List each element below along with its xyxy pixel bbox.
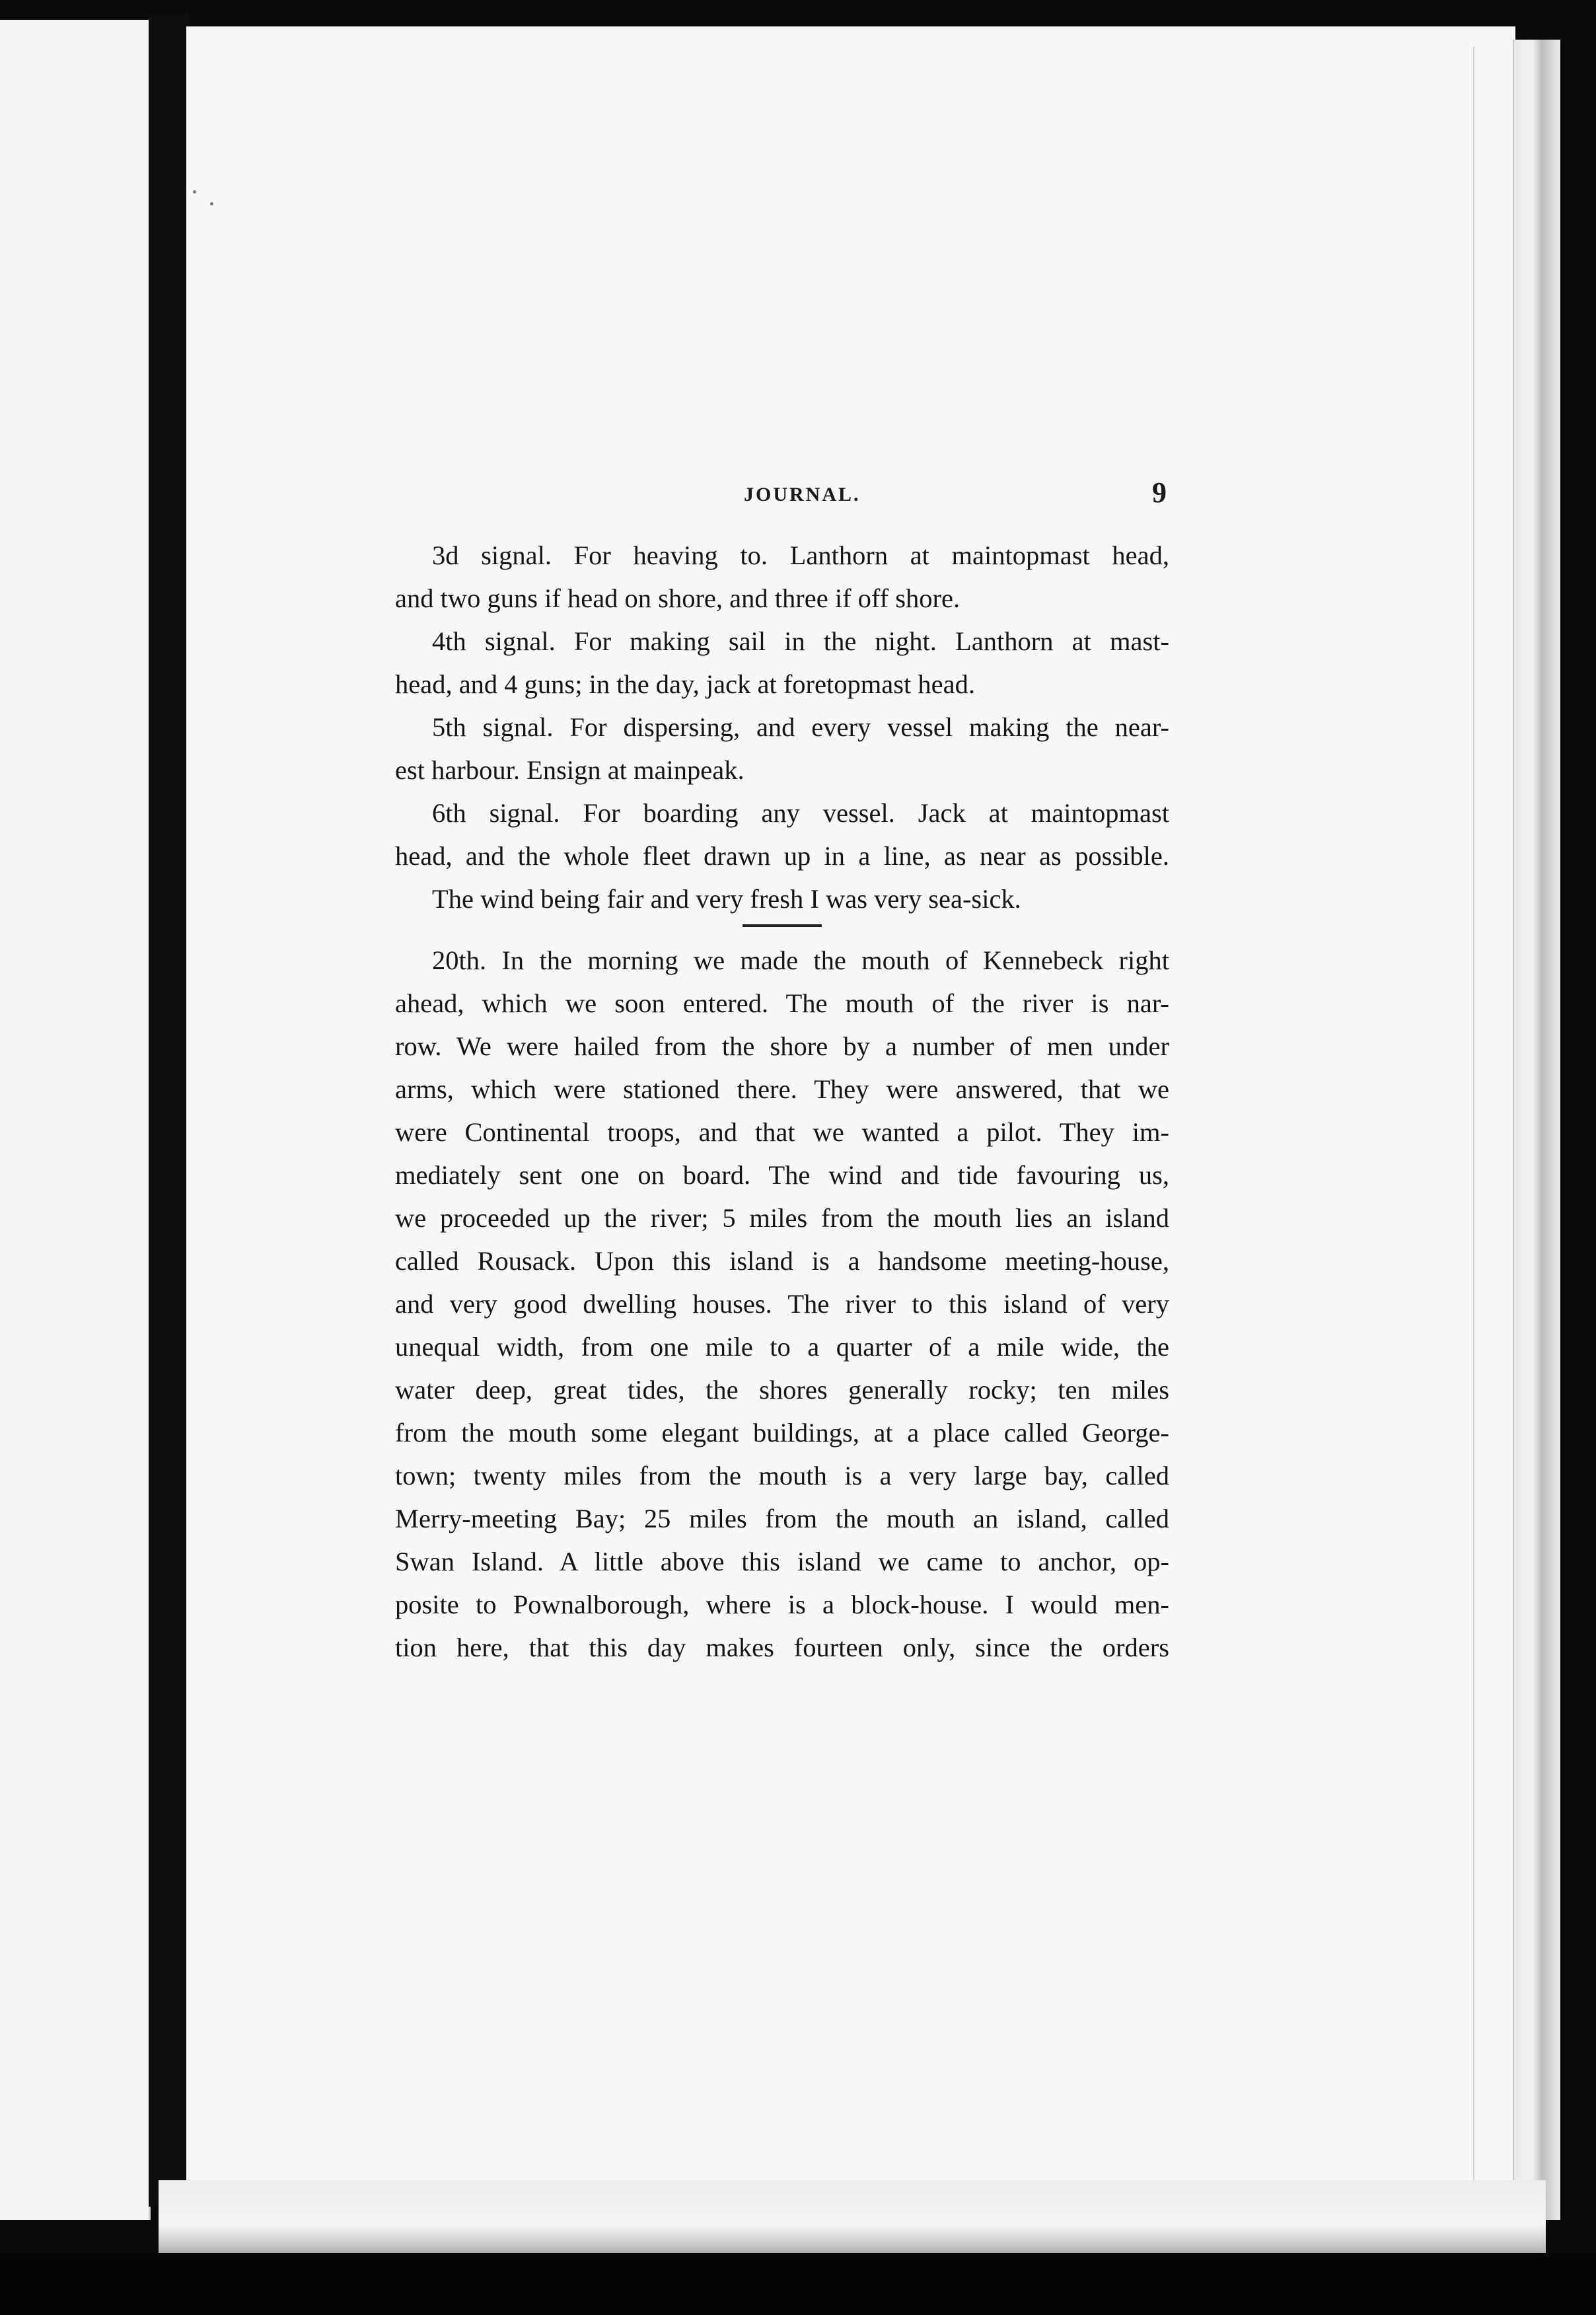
page-number: 9 xyxy=(1152,476,1167,509)
text-line: tion here, that this day makes fourteen only, since the orders xyxy=(395,1633,1169,1662)
text-line: and very good dwelling houses. The river to this island of very xyxy=(395,1289,1169,1319)
scan-speck xyxy=(210,202,213,205)
text-line: water deep, great tides, the shores generally rocky; ten miles xyxy=(395,1375,1169,1405)
text-line: arms, which were stationed there. They were answered, that we xyxy=(395,1074,1169,1104)
text-line: head, and the whole fleet drawn up in a line, as near as possible. xyxy=(395,841,1169,871)
text-line: The wind being fair and very fresh I was very sea-sick. xyxy=(432,884,1021,914)
text-line: Merry-meeting Bay; 25 miles from the mouth an island, called xyxy=(395,1504,1169,1533)
text-line: head, and 4 guns; in the day, jack at foretopmast head. xyxy=(395,669,975,699)
text-line: mediately sent one on board. The wind and tide favouring us, xyxy=(395,1160,1169,1190)
text-line: Swan Island. A little above this island we came to anchor, op- xyxy=(395,1547,1169,1576)
text-line: from the mouth some elegant buildings, at a place called George- xyxy=(395,1418,1169,1448)
text-line: town; twenty miles from the mouth is a very large bay, called xyxy=(395,1461,1169,1490)
page-edge-line xyxy=(1473,46,1521,2200)
text-line: 4th signal. For making sail in the night. Lanthorn at mast- xyxy=(432,626,1169,656)
text-line: 3d signal. For heaving to. Lanthorn at maintopmast head, xyxy=(432,540,1169,570)
text-line: 20th. In the morning we made the mouth of Kennebeck right xyxy=(432,945,1169,975)
text-line: and two guns if head on shore, and three if off shore. xyxy=(395,583,961,613)
text-line: were Continental troops, and that we wanted a pilot. They im- xyxy=(395,1117,1169,1147)
text-line: 6th signal. For boarding any vessel. Jack at maintopmast xyxy=(432,798,1169,828)
book-binding-shadow xyxy=(149,13,188,2207)
text-line: row. We were hailed from the shore by a number of men under xyxy=(395,1031,1169,1061)
text-line: est harbour. Ensign at mainpeak. xyxy=(395,755,744,785)
text-line: called Rousack. Upon this island is a handsome meeting-house, xyxy=(395,1246,1169,1276)
facing-page-edge xyxy=(0,20,151,2220)
page-header xyxy=(744,476,1167,522)
signals-section xyxy=(395,534,1169,920)
scan-speck xyxy=(193,190,196,194)
text-line: posite to Pownalborough, where is a block-house. I would men- xyxy=(395,1590,1169,1619)
running-head: JOURNAL. xyxy=(744,484,861,505)
journal-entry-20th xyxy=(395,939,1169,1669)
text-line: we proceeded up the river; 5 miles from the mouth lies an island xyxy=(395,1203,1169,1233)
text-line: ahead, which we soon entered. The mouth of the river is nar- xyxy=(395,988,1169,1018)
text-line: unequal width, from one mile to a quarter of a mile wide, the xyxy=(395,1332,1169,1362)
section-divider-rule xyxy=(743,924,822,927)
body-text xyxy=(395,534,1169,1669)
text-line: 5th signal. For dispersing, and every vessel making the near- xyxy=(432,712,1169,742)
scan-background-bottom xyxy=(0,2253,1596,2315)
